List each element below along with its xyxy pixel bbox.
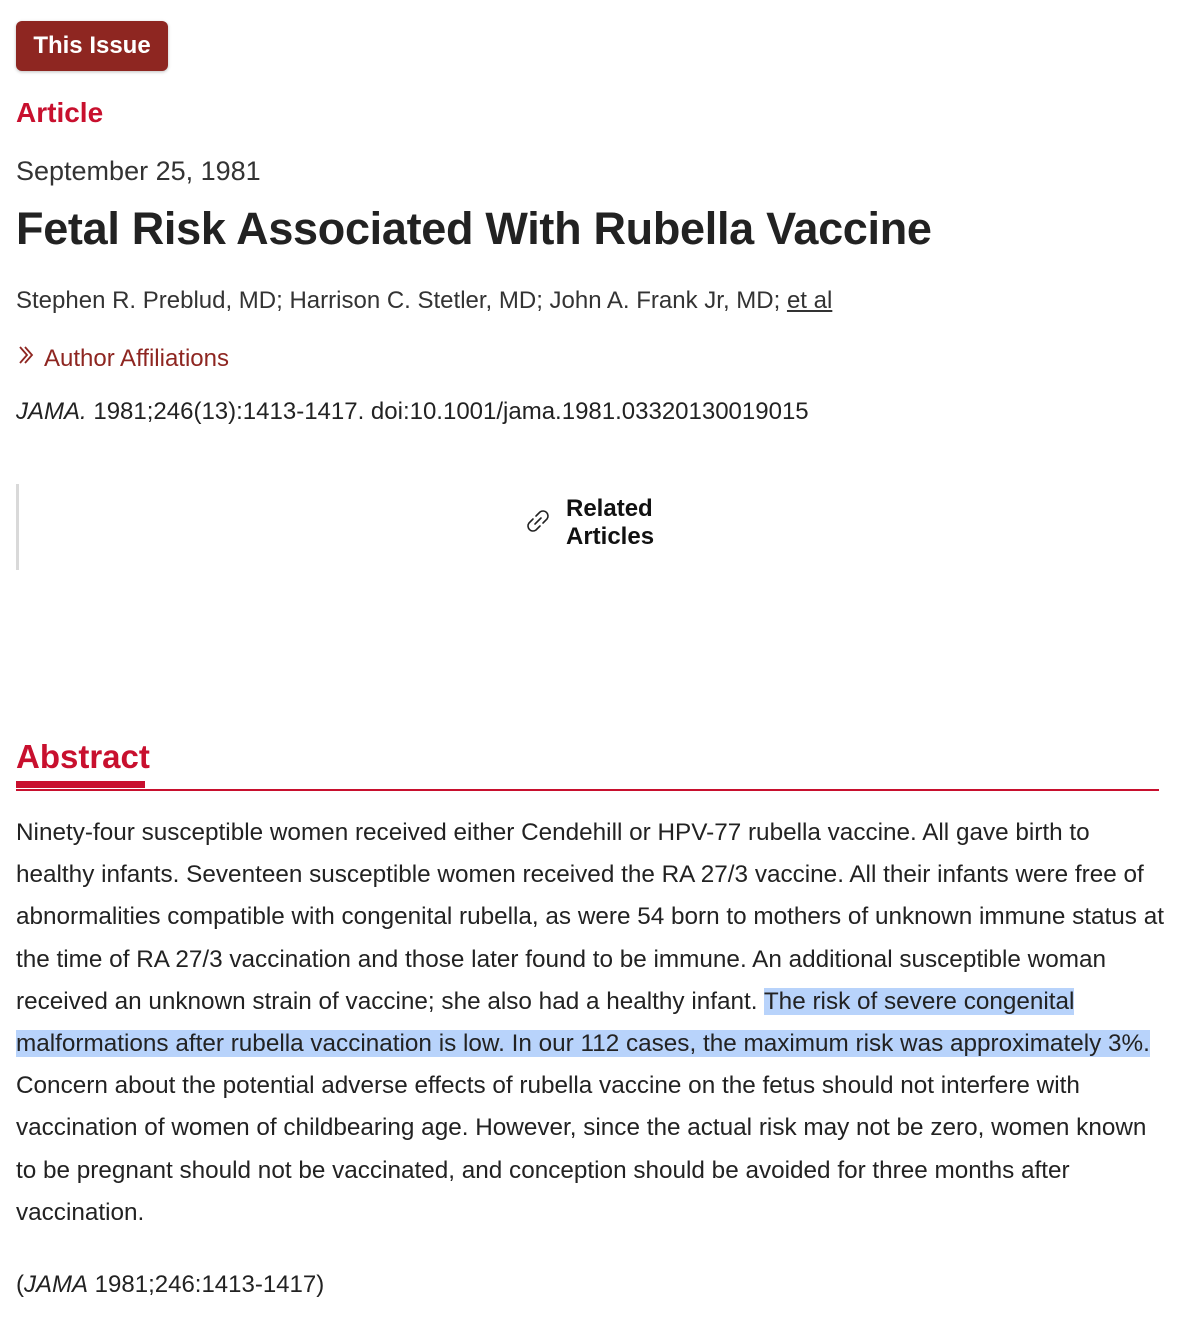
ref-details: 1981;246:1413-1417): [88, 1271, 325, 1298]
double-chevron-right-icon: [16, 344, 38, 373]
affiliations-label: Author Affiliations: [44, 344, 230, 372]
abstract-heading: Abstract: [16, 738, 150, 775]
related-label-line2: Articles: [566, 523, 655, 550]
abstract-text-after: Concern about the potential adverse effects of rubella vaccine on the fetus should not interfere with vaccination of women of childbearing age. However, since the actual risk may not be zero, women known to be pregnant should not be vaccinated, and conception should be avoided for three months after vaccination.: [16, 1072, 1147, 1226]
related-articles-label: [566, 495, 666, 551]
citation-details: 1981;246(13):1413-1417. doi:10.1001/jama.1981.03320130019015: [86, 398, 809, 425]
article-type-label: Article: [16, 97, 104, 128]
abstract-heading-underline: [16, 781, 145, 788]
related-divider: [16, 484, 19, 570]
author-affiliations-toggle[interactable]: [16, 344, 229, 373]
abstract-text-before: Ninety-four susceptible women received either Cendehill or HPV-77 rubella vaccine. All gave birth to healthy infants. Seventeen susceptible women received the RA 27/3 vaccine. All their infants were free of abnormalities compatible with congenital rubella, as were 54 born to mothers of unknown immune status at the time of RA 27/3 vaccination and those later found to be immune. An additional susceptible woman received an unknown strain of vaccine; she also had a healthy infant.: [16, 819, 1164, 1015]
link-icon: [520, 503, 556, 544]
citation-journal: JAMA.: [16, 398, 87, 425]
abstract-selected-text: The risk of severe congenital malformations after rubella vaccination is low. In our 112 cases, the maximum risk was approximately 3%.: [16, 987, 1150, 1058]
publication-date: September 25, 1981: [16, 156, 261, 186]
authors-text: Stephen R. Preblud, MD; Harrison C. Stetler, MD; John A. Frank Jr, MD;: [16, 287, 787, 314]
related-articles-button[interactable]: [520, 495, 666, 551]
article-title: Fetal Risk Associated With Rubella Vaccine: [16, 203, 932, 254]
author-list: [16, 287, 832, 315]
et-al-link[interactable]: et al: [786, 287, 833, 314]
citation-line: [16, 398, 809, 426]
this-issue-button[interactable]: This Issue: [16, 21, 168, 71]
abstract-reference: [16, 1271, 324, 1299]
related-label-line1: Related: [566, 495, 653, 522]
ref-open: (: [16, 1271, 24, 1298]
ref-journal: JAMA: [24, 1271, 89, 1298]
abstract-body: [16, 812, 1166, 1234]
abstract-divider: [16, 789, 1159, 791]
